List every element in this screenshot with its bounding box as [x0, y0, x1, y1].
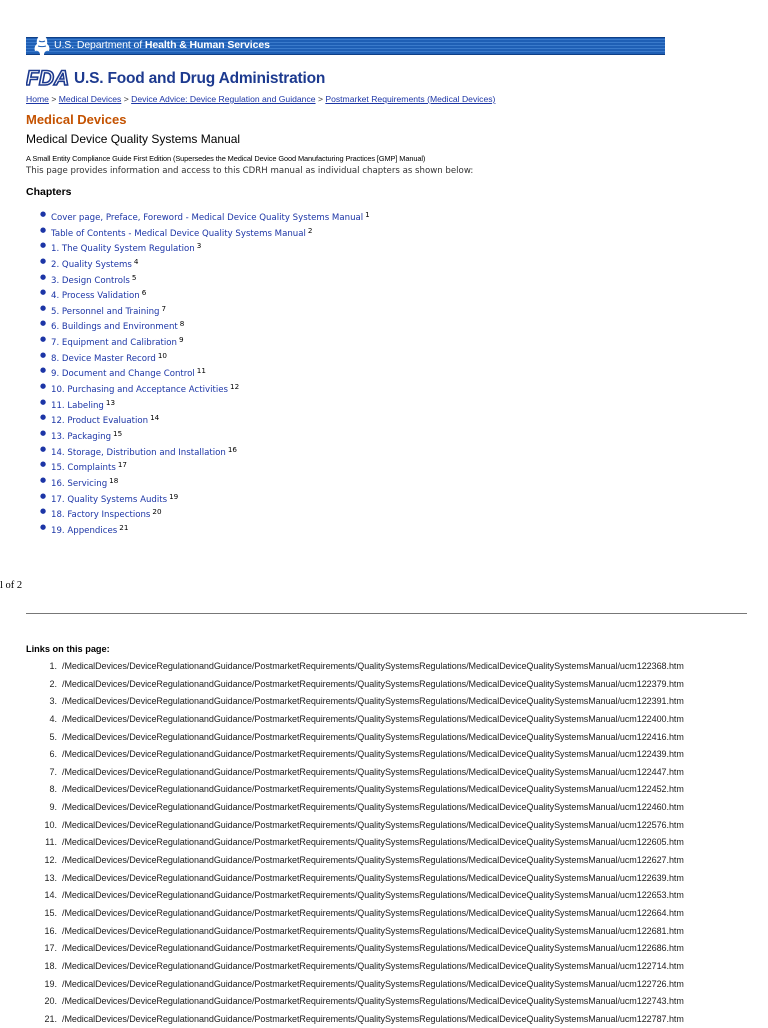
page-subtitle: A Small Entity Compliance Guide First Edition (Supersedes the Medical Device Good Manufacturing Practices [GMP] Manual)	[26, 154, 426, 163]
chapter-item	[38, 285, 370, 301]
hhs-banner[interactable]	[26, 37, 665, 55]
bullet-icon: ●	[40, 225, 47, 234]
link-url: /MedicalDevices/DeviceRegulationandGuidance/PostmarketRequirements/QualitySystemsRegulations/MedicalDeviceQualitySystemsManual/ucm122686.htm	[62, 943, 684, 954]
chapter-item	[38, 238, 370, 254]
breadcrumb-separator: >	[317, 94, 323, 104]
chapter-link[interactable]: 8. Device Master Record	[51, 353, 156, 364]
link-item	[20, 693, 750, 711]
link-url: /MedicalDevices/DeviceRegulationandGuidance/PostmarketRequirements/QualitySystemsRegulations/MedicalDeviceQualitySystemsManual/ucm122627.htm	[62, 855, 684, 866]
link-item	[20, 993, 750, 1011]
breadcrumb-separator: >	[123, 94, 129, 104]
chapter-item	[38, 348, 370, 364]
chapter-ref-number: 4	[133, 256, 139, 266]
chapter-ref-number: 17	[117, 460, 127, 470]
chapter-ref-number: 3	[196, 241, 202, 251]
chapter-link[interactable]: 11. Labeling	[51, 400, 104, 411]
breadcrumb-medical-devices[interactable]: Medical Devices	[58, 94, 122, 104]
link-number: 3.	[49, 696, 57, 707]
bullet-icon: ●	[40, 397, 47, 406]
chapter-item	[38, 504, 370, 520]
bullet-icon: ●	[40, 272, 47, 281]
link-url: /MedicalDevices/DeviceRegulationandGuidance/PostmarketRequirements/QualitySystemsRegulations/MedicalDeviceQualitySystemsManual/ucm122452.htm	[62, 784, 684, 795]
chapter-ref-number: 13	[105, 397, 116, 407]
link-item	[20, 1011, 750, 1028]
link-number: 21.	[44, 1013, 57, 1024]
bullet-icon: ●	[40, 475, 47, 484]
link-item	[20, 746, 750, 764]
chapter-link[interactable]: 4. Process Validation	[51, 291, 140, 302]
bullet-icon: ●	[40, 210, 47, 218]
link-number: 9.	[49, 802, 57, 813]
link-url: /MedicalDevices/DeviceRegulationandGuidance/PostmarketRequirements/QualitySystemsRegulations/MedicalDeviceQualitySystemsManual/ucm122447.htm	[62, 766, 684, 777]
link-item	[20, 887, 750, 905]
link-url: /MedicalDevices/DeviceRegulationandGuidance/PostmarketRequirements/QualitySystemsRegulations/MedicalDeviceQualitySystemsManual/ucm122681.htm	[62, 925, 684, 936]
link-item	[20, 852, 750, 870]
breadcrumb-separator: >	[51, 94, 57, 104]
bullet-icon: ●	[40, 350, 47, 359]
chapter-item	[38, 426, 370, 442]
bullet-icon: ●	[40, 444, 47, 453]
link-url: /MedicalDevices/DeviceRegulationandGuidance/PostmarketRequirements/QualitySystemsRegulations/MedicalDeviceQualitySystemsManual/ucm122726.htm	[62, 978, 684, 989]
chapter-item	[38, 363, 370, 379]
bullet-icon: ●	[40, 256, 47, 265]
link-number: 18.	[44, 960, 57, 971]
chapter-item	[38, 473, 370, 489]
bullet-icon: ●	[40, 460, 47, 469]
chapter-ref-number: 11	[196, 366, 206, 376]
chapter-ref-number: 9	[178, 335, 184, 345]
link-url: /MedicalDevices/DeviceRegulationandGuidance/PostmarketRequirements/QualitySystemsRegulations/MedicalDeviceQualitySystemsManual/ucm122368.htm	[62, 661, 684, 671]
bullet-icon: ●	[40, 319, 47, 328]
chapter-link[interactable]: 9. Document and Change Control	[51, 369, 195, 380]
chapter-ref-number: 8	[179, 319, 185, 329]
bullet-icon: ●	[40, 428, 47, 437]
page-title: Medical Device Quality Systems Manual	[26, 132, 241, 146]
link-item	[20, 817, 750, 835]
link-url: /MedicalDevices/DeviceRegulationandGuidance/PostmarketRequirements/QualitySystemsRegulations/MedicalDeviceQualitySystemsManual/ucm122460.htm	[62, 802, 684, 813]
chapter-ref-number: 5	[131, 272, 137, 282]
fda-logo-text: FDA	[26, 67, 70, 89]
page-count: l of 2	[0, 580, 23, 591]
bullet-icon: ●	[40, 491, 47, 500]
chapter-ref-number: 15	[113, 428, 123, 438]
section-title: Medical Devices	[26, 112, 127, 127]
intro-text: This page provides information and access to this CDRH manual as individual chapters as shown below:	[26, 166, 474, 176]
fda-agency-name[interactable]: U.S. Food and Drug Administration	[74, 70, 326, 87]
links-heading: Links on this page:	[26, 644, 110, 654]
chapter-ref-number: 10	[157, 350, 167, 360]
link-item	[20, 711, 750, 729]
link-item	[20, 781, 750, 799]
chapter-item	[38, 316, 370, 332]
link-url: /MedicalDevices/DeviceRegulationandGuidance/PostmarketRequirements/QualitySystemsRegulations/MedicalDeviceQualitySystemsManual/ucm122439.htm	[62, 749, 684, 760]
chapter-item	[38, 270, 370, 286]
chapter-item	[38, 410, 370, 426]
chapter-item	[38, 223, 370, 239]
link-url: /MedicalDevices/DeviceRegulationandGuidance/PostmarketRequirements/QualitySystemsRegulations/MedicalDeviceQualitySystemsManual/ucm122664.htm	[62, 907, 684, 918]
link-number: 2.	[49, 678, 57, 689]
chapter-link[interactable]: 13. Packaging	[51, 431, 112, 442]
link-url: /MedicalDevices/DeviceRegulationandGuidance/PostmarketRequirements/QualitySystemsRegulations/MedicalDeviceQualitySystemsManual/ucm122416.htm	[62, 731, 684, 742]
chapter-link[interactable]: 3. Design Controls	[51, 275, 130, 286]
link-url: /MedicalDevices/DeviceRegulationandGuidance/PostmarketRequirements/QualitySystemsRegulations/MedicalDeviceQualitySystemsManual/ucm122391.htm	[62, 696, 684, 707]
link-item	[20, 799, 750, 817]
link-number: 14.	[44, 890, 57, 901]
chapter-link[interactable]: 14. Storage, Distribution and Installation	[51, 447, 226, 458]
link-number: 12.	[44, 855, 57, 866]
link-number: 11.	[45, 837, 57, 848]
breadcrumb	[26, 94, 495, 104]
bullet-icon: ●	[40, 288, 47, 297]
link-item	[20, 658, 750, 676]
chapter-link[interactable]: 1. The Quality System Regulation	[51, 244, 195, 255]
chapter-ref-number: 16	[227, 444, 238, 454]
link-item	[20, 764, 750, 782]
link-number: 16.	[44, 925, 57, 936]
chapter-link[interactable]: Cover page, Preface, Foreword - Medical Device Quality Systems Manual	[51, 213, 364, 223]
hhs-banner-bold: Health & Human Services	[144, 39, 270, 51]
chapter-ref-number: 7	[161, 303, 167, 313]
chapter-item	[38, 379, 370, 395]
bullet-icon: ●	[40, 413, 47, 422]
chapter-item	[38, 457, 370, 473]
link-number: 1.	[49, 661, 57, 671]
chapter-item	[38, 332, 370, 348]
link-item	[20, 834, 750, 852]
chapter-link[interactable]: 15. Complaints	[51, 463, 116, 474]
chapter-ref-number: 2	[307, 225, 313, 235]
chapter-ref-number: 14	[150, 413, 160, 423]
chapter-item	[38, 254, 370, 270]
link-item	[20, 870, 750, 888]
chapter-ref-number: 1	[365, 210, 370, 219]
chapter-link[interactable]: 6. Buildings and Environment	[51, 322, 178, 333]
chapter-link[interactable]: 16. Servicing	[51, 478, 108, 489]
chapter-ref-number: 12	[230, 382, 240, 392]
link-number: 20.	[44, 996, 57, 1007]
bullet-icon: ●	[40, 522, 47, 531]
link-item	[20, 976, 750, 994]
chapter-link[interactable]: 12. Product Evaluation	[51, 416, 149, 427]
chapter-ref-number: 6	[141, 288, 147, 298]
chapter-ref-number: 18	[109, 475, 119, 485]
chapter-link[interactable]: 18. Factory Inspections	[51, 510, 151, 521]
link-url: /MedicalDevices/DeviceRegulationandGuidance/PostmarketRequirements/QualitySystemsRegulations/MedicalDeviceQualitySystemsManual/ucm122639.htm	[62, 872, 684, 883]
link-list	[20, 658, 750, 1028]
chapter-list	[38, 207, 370, 535]
link-number: 7.	[49, 766, 57, 777]
link-number: 13.	[44, 872, 57, 883]
breadcrumb-home[interactable]: Home	[26, 94, 49, 104]
chapter-item	[38, 442, 370, 458]
chapter-ref-number: 20	[152, 507, 162, 517]
chapter-item	[38, 395, 370, 411]
link-url: /MedicalDevices/DeviceRegulationandGuidance/PostmarketRequirements/QualitySystemsRegulations/MedicalDeviceQualitySystemsManual/ucm122379.htm	[62, 678, 684, 689]
divider	[26, 613, 747, 614]
bullet-icon: ●	[40, 303, 47, 312]
hhs-banner-text	[54, 39, 270, 51]
link-item	[20, 905, 750, 923]
chapter-link[interactable]: Table of Contents - Medical Device Quality Systems Manual	[51, 228, 306, 239]
link-number: 17.	[44, 943, 57, 954]
fda-logo-icon[interactable]	[26, 67, 72, 89]
link-number: 10.	[44, 819, 57, 830]
link-number: 5.	[49, 731, 57, 742]
bullet-icon: ●	[40, 241, 47, 250]
hhs-eagle-icon	[32, 32, 52, 58]
link-url: /MedicalDevices/DeviceRegulationandGuidance/PostmarketRequirements/QualitySystemsRegulations/MedicalDeviceQualitySystemsManual/ucm122605.htm	[62, 837, 684, 848]
link-number: 4.	[49, 713, 57, 724]
hhs-banner-prefix: U.S. Department of	[54, 39, 145, 51]
link-url: /MedicalDevices/DeviceRegulationandGuidance/PostmarketRequirements/QualitySystemsRegulations/MedicalDeviceQualitySystemsManual/ucm122743.htm	[62, 996, 684, 1007]
link-item	[20, 676, 750, 694]
link-number: 19.	[44, 978, 57, 989]
link-number: 15.	[44, 907, 57, 918]
breadcrumb-postmarket[interactable]: Postmarket Requirements (Medical Devices)	[325, 94, 496, 104]
link-url: /MedicalDevices/DeviceRegulationandGuidance/PostmarketRequirements/QualitySystemsRegulations/MedicalDeviceQualitySystemsManual/ucm122576.htm	[62, 819, 684, 830]
chapter-link[interactable]: 5. Personnel and Training	[51, 306, 160, 317]
link-item	[20, 729, 750, 747]
link-item	[20, 940, 750, 958]
link-url: /MedicalDevices/DeviceRegulationandGuidance/PostmarketRequirements/QualitySystemsRegulations/MedicalDeviceQualitySystemsManual/ucm122653.htm	[62, 890, 684, 901]
chapter-link[interactable]: 19. Appendices	[51, 525, 118, 536]
bullet-icon: ●	[40, 382, 47, 391]
chapter-item	[38, 520, 370, 536]
chapter-item	[38, 301, 370, 317]
link-number: 8.	[49, 784, 57, 795]
chapter-link[interactable]: 7. Equipment and Calibration	[51, 338, 177, 349]
chapter-link[interactable]: 17. Quality Systems Audits	[51, 494, 168, 505]
link-url: /MedicalDevices/DeviceRegulationandGuidance/PostmarketRequirements/QualitySystemsRegulations/MedicalDeviceQualitySystemsManual/ucm122400.htm	[62, 713, 684, 724]
bullet-icon: ●	[40, 507, 47, 516]
link-url: /MedicalDevices/DeviceRegulationandGuidance/PostmarketRequirements/QualitySystemsRegulations/MedicalDeviceQualitySystemsManual/ucm122787.htm	[62, 1013, 684, 1024]
link-item	[20, 958, 750, 976]
chapter-item	[38, 489, 370, 505]
chapter-ref-number: 19	[169, 491, 179, 501]
link-number: 6.	[49, 749, 57, 760]
bullet-icon: ●	[40, 366, 47, 375]
chapters-heading: Chapters	[26, 186, 72, 198]
chapter-item	[38, 207, 370, 223]
link-url: /MedicalDevices/DeviceRegulationandGuidance/PostmarketRequirements/QualitySystemsRegulations/MedicalDeviceQualitySystemsManual/ucm122714.htm	[62, 960, 684, 971]
bullet-icon: ●	[40, 335, 47, 344]
chapter-link[interactable]: 2. Quality Systems	[51, 259, 132, 270]
link-item	[20, 923, 750, 941]
breadcrumb-device-advice[interactable]: Device Advice: Device Regulation and Guidance	[131, 94, 316, 104]
chapter-ref-number: 21	[119, 522, 129, 532]
chapter-link[interactable]: 10. Purchasing and Acceptance Activities	[51, 385, 229, 396]
